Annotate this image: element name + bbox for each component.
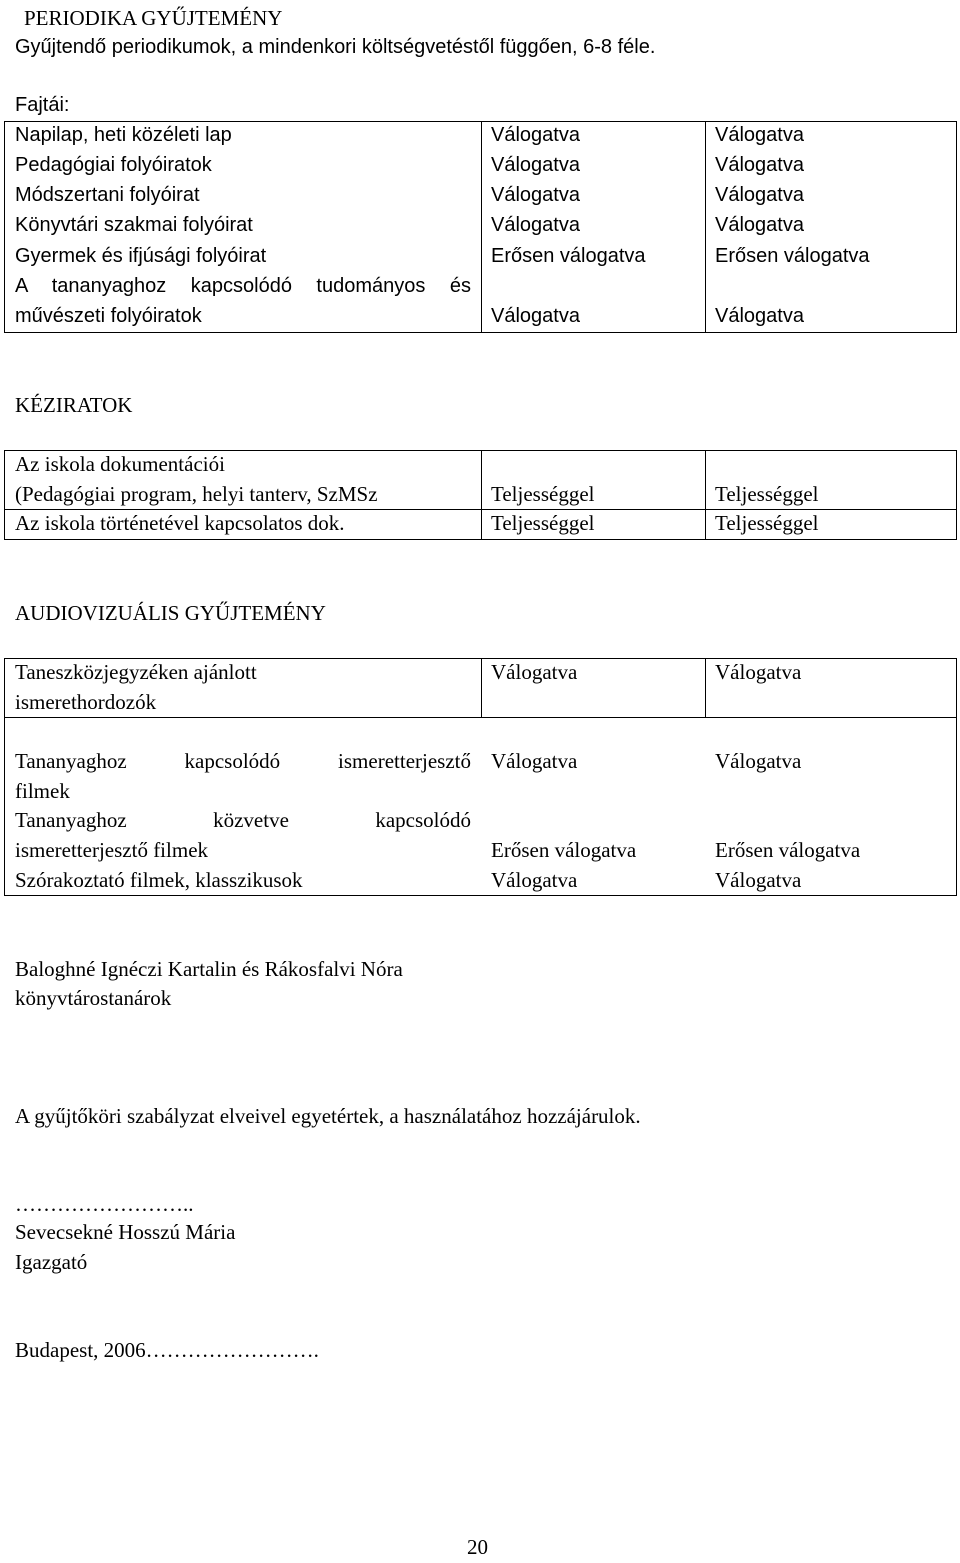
row-col2: Válogatva [491,660,578,684]
table-border [705,450,706,540]
agreement-statement: A gyűjtőköri szabályzat elveivel egyetértek, a használatához hozzájárulok. [15,1104,641,1128]
row-name-line1: Tananyaghoz közvetve kapcsolódó [15,808,471,832]
row-col3: Erősen válogatva [715,837,861,862]
row-name: Gyermek és ifjúsági folyóirat [15,245,267,267]
row-name-line1: Az iskola dokumentációi [15,452,225,476]
row-name-line1: A tananyaghoz kapcsolódó tudományos és [15,275,471,297]
table-border [481,658,482,717]
audiovizualis-table [4,658,957,896]
row-col3: Válogatva [715,214,804,236]
row-name: Napilap, heti közéleti lap [15,124,232,146]
row-col3: Válogatva [715,184,804,206]
section-heading-periodika: PERIODIKA GYŰJTEMÉNY [24,6,283,30]
row-col3: Teljességgel [715,481,819,506]
section-heading-audiovizualis: AUDIOVIZUÁLIS GYŰJTEMÉNY [15,601,326,625]
table-row [4,806,957,866]
row-col2: Teljességgel [491,481,595,506]
signature-name: Sevecsekné Hosszú Mária [15,1220,236,1244]
row-col2: Válogatva [491,304,580,327]
row-col3: Válogatva [715,154,804,176]
row-name [4,747,481,806]
row-name-line2: (Pedagógiai program, helyi tanterv, SzMSz [15,481,378,506]
place-date: Budapest, 2006……………………. [15,1338,319,1362]
table-border [4,895,957,896]
row-col2: Válogatva [491,154,580,176]
row-col3: Teljességgel [715,511,819,535]
row-col2: Erősen válogatva [491,245,646,267]
table-border [4,450,5,540]
row-col2: Válogatva [491,868,578,892]
table-border [481,121,482,333]
row-col2: Válogatva [491,184,580,206]
table-border [956,450,957,540]
page-number: 20 [467,1535,488,1559]
table-border [4,717,957,718]
row-name [4,658,481,717]
authors-names: Baloghné Ignéczi Kartalin és Rákosfalvi Nóra [15,957,403,981]
periodika-types-label: Fajtái: [15,94,70,116]
row-col3: Válogatva [715,868,802,892]
row-name: Pedagógiai folyóiratok [15,154,212,176]
row-col2: Válogatva [491,749,578,773]
row-col2: Teljességgel [491,511,595,535]
row-name-line1: Taneszközjegyzéken ajánlott [15,660,257,684]
row-name [4,806,481,866]
table-border [4,658,5,896]
table-border [705,121,706,333]
periodika-table [4,121,957,333]
row-col2: Válogatva [491,214,580,236]
row-name: Módszertani folyóirat [15,184,200,206]
table-border [705,658,706,717]
row-name [4,450,481,509]
authors-title: könyvtárostanárok [15,986,172,1010]
table-row [4,747,957,806]
row-col2: Válogatva [491,124,580,146]
table-border [956,658,957,896]
row-col3: Válogatva [715,124,804,146]
row-col3: Válogatva [715,304,804,327]
row-name: Könyvtári szakmai folyóirat [15,214,253,236]
table-border [956,121,957,333]
row-col3: Erősen válogatva [715,245,870,267]
table-border [481,450,482,540]
row-name-line2: filmek [15,778,70,803]
periodika-intro: Gyűjtendő periodikumok, a mindenkori költségvetéstől függően, 6-8 féle. [15,36,656,58]
row-name-line2: ismerethordozók [15,689,157,714]
signature-role: Igazgató [15,1250,88,1274]
row-col3: Válogatva [715,660,802,684]
row-name: Szórakoztató filmek, klasszikusok [15,868,303,892]
signature-line: …………………….. [15,1192,194,1216]
row-name [4,272,481,333]
section-heading-keziratok: KÉZIRATOK [15,393,133,417]
row-col2: Erősen válogatva [491,837,637,862]
row-name-line2: ismeretterjesztő filmek [15,837,209,862]
table-border [4,121,5,333]
row-col3: Válogatva [715,749,802,773]
table-row [4,866,957,896]
row-name-line2: művészeti folyóiratok [15,304,202,327]
row-name: Az iskola történetével kapcsolatos dok. [15,511,345,535]
keziratok-table [4,450,957,540]
row-name-line1: Tananyaghoz kapcsolódó ismeretterjesztő [15,749,471,773]
